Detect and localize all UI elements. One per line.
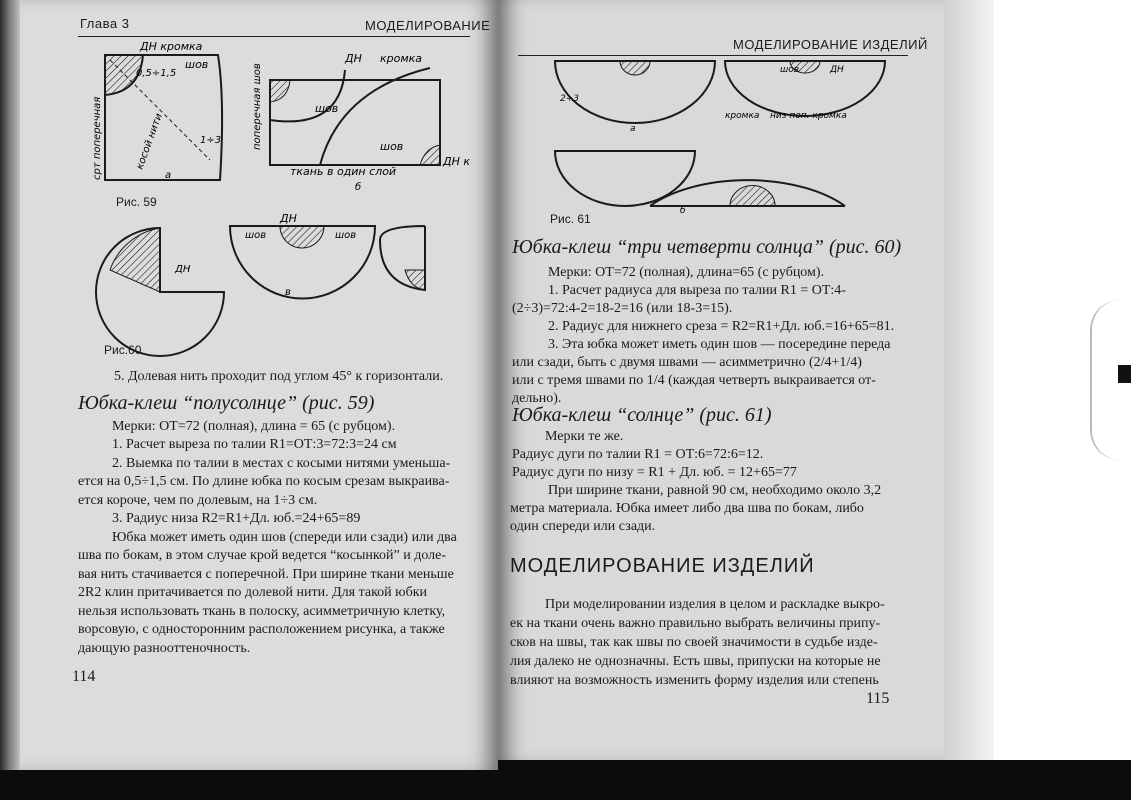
right-heading-1: Юбка-клеш “три четверти солнца” (рис. 60) [512, 236, 902, 258]
right-figure-61 [545, 56, 905, 221]
right-body-line: дельно). [512, 391, 562, 406]
right-body-line: При ширине ткани, равной 90 см, необходимо около 3,2 [548, 483, 882, 498]
right-page-edge [944, 0, 994, 760]
label-dn-60a: ДН [175, 264, 191, 275]
right-body-line: или сзади, быть с двумя швами — асимметрично (2/4+1/4) [512, 355, 862, 370]
label-a-61: а [630, 124, 636, 134]
left-body-line: 2R2 клин притачивается по долевой нити. Для такой юбки [78, 585, 428, 600]
right-body-line: один спереди или сзади. [510, 519, 656, 534]
right-body-line: Мерки те же. [545, 429, 624, 444]
label-tkan: ткань в один слой [290, 165, 397, 178]
label-kosoy-niti: косой нити [134, 111, 165, 172]
left-body-line: 1. Расчет выреза по талии R1=ОТ:3=72:3=24 см [112, 437, 397, 452]
label-shov-a: шов [185, 58, 209, 71]
right-body-line: сков на швы, так как швы по своей значимости в судьбе изде- [510, 635, 878, 650]
label-r1: 0,5÷1,5 [136, 68, 177, 79]
left-body-line: вая нить стачивается с поперечной. При ширине ткани меньше [78, 567, 454, 582]
fig61-caption: Рис. 61 [550, 212, 591, 226]
left-page-edge [0, 0, 22, 770]
left-header-chapter: Глава 3 [80, 16, 130, 31]
left-body-line: нельзя использовать ткань в полоску, асимметричную клетку, [78, 604, 446, 619]
right-body-line: Мерки: ОТ=72 (полная), длина=65 (с рубцом). [548, 265, 825, 280]
right-body-line: влияют на возможность изменить форму изделия или степень [510, 673, 879, 688]
left-body-line: Юбка может иметь один шов (спереди или сзади) или два [112, 530, 457, 545]
scanner-tab-mark [1118, 365, 1131, 383]
left-body-line: 2. Выемка по талии в местах с косыми нитями уменьша- [112, 456, 451, 471]
label-shov-60b: шов [335, 230, 357, 241]
left-body-line: Мерки: ОТ=72 (полная), длина = 65 (с рубцом). [112, 419, 396, 434]
label-pop-shov: поперечная шов [252, 63, 263, 150]
label-r23-61: 2÷3 [560, 94, 579, 104]
fig61a-bottom [555, 151, 695, 206]
fig59-caption: Рис. 59 [116, 195, 157, 209]
right-body-line: 2. Радиус для нижнего среза = R2=R1+Дл. юб.=16+65=81. [548, 319, 895, 334]
label-b-61: б [680, 206, 686, 216]
left-heading: Юбка-клеш “полусолнце” (рис. 59) [78, 392, 375, 414]
label-dn-kromka: ДН кромка [140, 40, 203, 53]
right-body-line: (2÷3)=72:4-2=18-2=16 (или 18-3=15). [512, 301, 733, 316]
right-body-line: ек на ткани очень важно правильно выбрать величины припу- [510, 616, 881, 631]
label-shov-b2: шов [380, 140, 404, 153]
label-shov-60: шов [245, 230, 267, 241]
label-a: а [165, 170, 172, 181]
label-shov-61: шов [780, 65, 800, 75]
right-body-line: 1. Расчет радиуса для выреза по талии R1 = ОТ:4- [548, 283, 846, 298]
label-kromka-b: кромка [380, 52, 423, 65]
right-body-line: Радиус дуги по талии R1 = ОТ:6=72:6=12. [512, 447, 764, 462]
left-page-number: 114 [72, 668, 96, 685]
left-body-line: ется короче, чем по долевым, на 1÷3 см. [78, 493, 318, 508]
left-header-rule [78, 36, 470, 37]
label-dn-b: ДН [345, 52, 362, 65]
right-body-line: 3. Эта юбка может иметь один шов — посередине переда [548, 337, 891, 352]
label-dn-60: ДН [280, 212, 297, 225]
left-header-title: МОДЕЛИРОВАНИЕ [365, 18, 491, 33]
left-line-1: 5. Долевая нить проходит под углом 45° к горизонтали. [114, 369, 444, 384]
right-body-line: При моделировании изделия в целом и раскладке выкро- [545, 597, 885, 612]
left-body-line: дающую разнооттеночность. [78, 641, 251, 656]
right-body-line: или с тремя швами по 1/4 (каждая четверть выкраивается от- [512, 373, 876, 388]
left-body-line: шва по бокам, в этом случае крой ведется “косынкой” и доле- [78, 548, 446, 563]
right-body-line: лия далеко не однозначны. Есть швы, припуски на которые не [510, 654, 881, 669]
section-title: МОДЕЛИРОВАНИЕ ИЗДЕЛИЙ [510, 555, 815, 577]
left-body-line: ворсовую, с односторонним расположением рисунка, а также [78, 622, 445, 637]
right-body-line: Радиус дуги по низу = R1 + Дл. юб. = 12+65=77 [512, 465, 797, 480]
label-srez-pop: срт поперечная [92, 96, 103, 180]
label-dn-61: ДН [830, 65, 844, 75]
label-dn-k: ДН к [443, 155, 471, 168]
left-body-line: 3. Радиус низа R2=R1+Дл. юб.=24+65=89 [112, 511, 361, 526]
fig60-caption: Рис.60 [104, 343, 142, 357]
label-kromka-61: кромка [725, 111, 760, 121]
label-r2: 1÷3 [200, 135, 222, 146]
label-v: в [285, 287, 291, 298]
right-header-title: МОДЕЛИРОВАНИЕ ИЗДЕЛИЙ [733, 37, 928, 52]
right-body-line: метра материала. Юбка имеет либо два шва по бокам, либо [510, 501, 864, 516]
label-b: б [355, 182, 362, 193]
label-shov-b: шов [315, 102, 339, 115]
right-page-number: 115 [866, 690, 890, 707]
right-heading-2: Юбка-клеш “солнце” (рис. 61) [512, 404, 772, 426]
label-niz-61: низ поп. кромка [770, 111, 847, 121]
left-body-line: ется на 0,5÷1,5 см. По длине юбка по косым срезам выкраива- [78, 474, 450, 489]
